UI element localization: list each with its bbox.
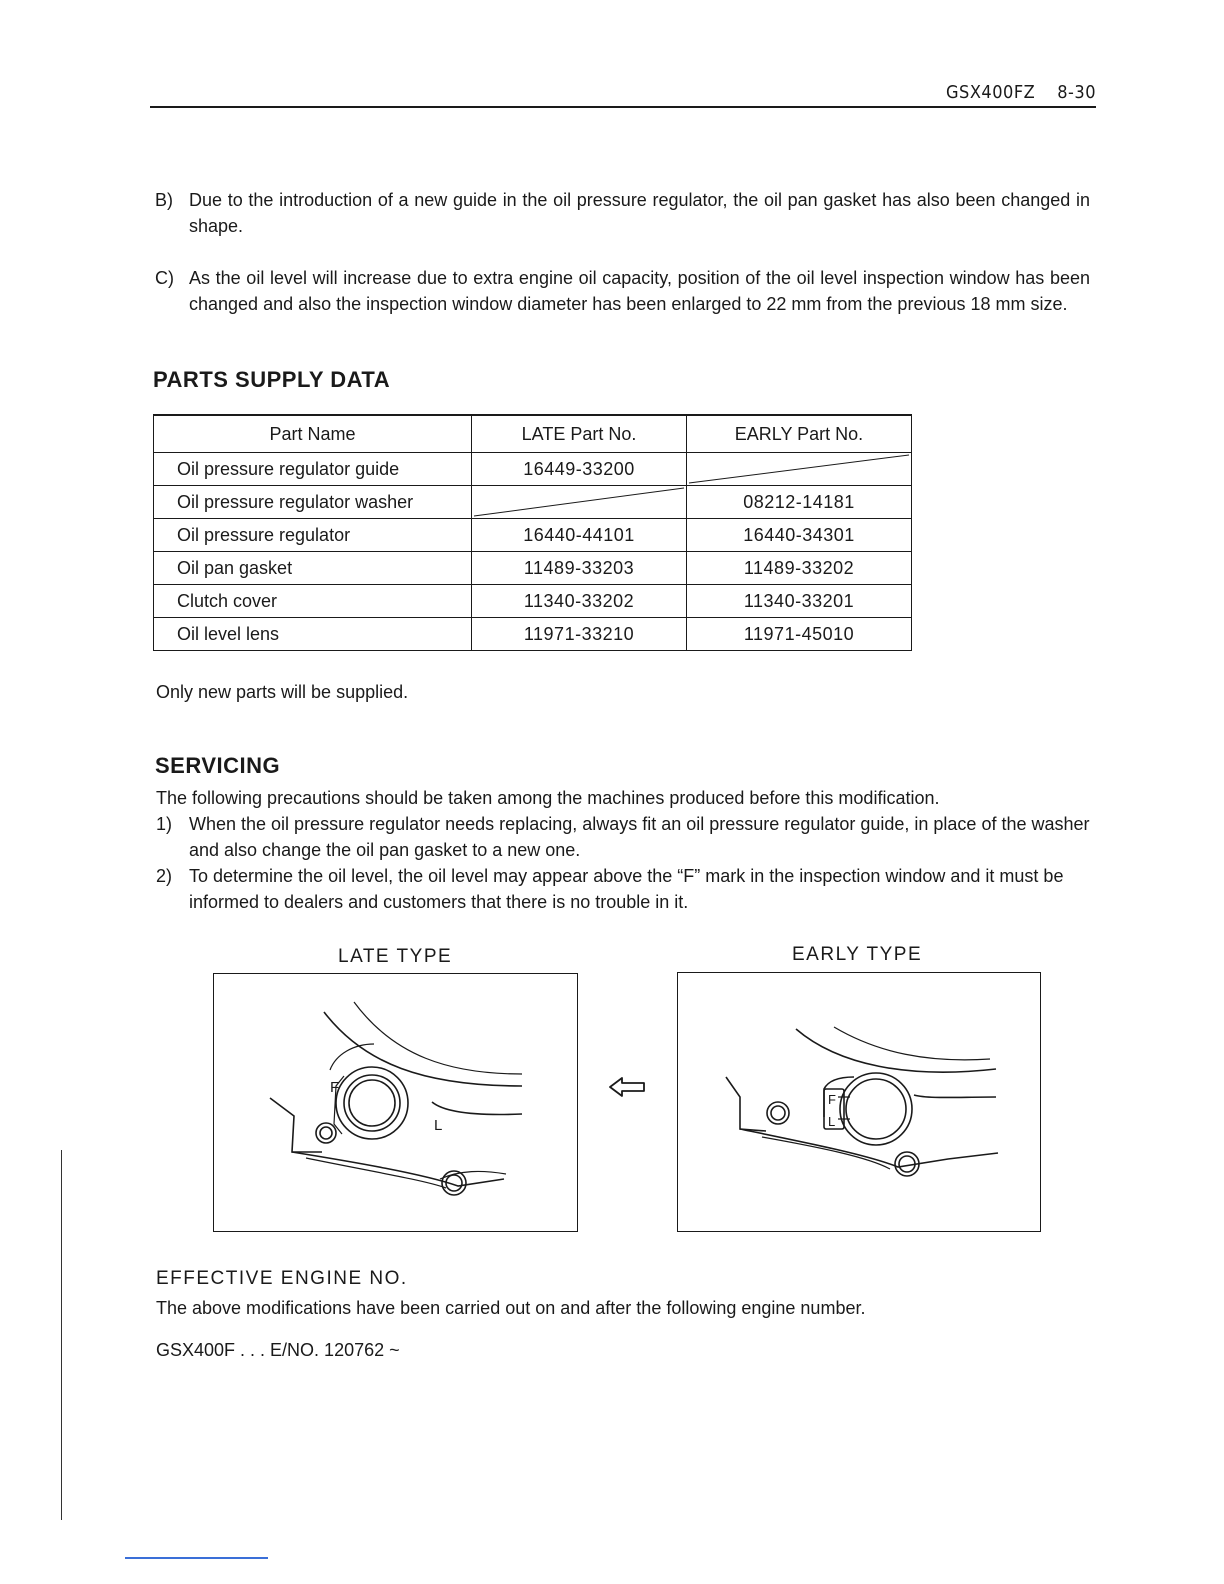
table-row [154,453,912,486]
engine-number: GSX400F . . . E/NO. 120762 ~ [156,1340,400,1360]
table-row [154,618,912,651]
parts-table [153,414,912,651]
late-type-figure [213,973,578,1232]
part-name: Oil pan gasket [154,552,472,585]
late-part-no: 11489-33203 [472,552,687,585]
early-type-figure [677,972,1041,1232]
header-rule [150,106,1096,108]
model-code: GSX400FZ [946,82,1036,103]
late-l-mark: L [434,1117,443,1134]
parts-supply-heading: PARTS SUPPLY DATA [153,367,391,392]
part-name: Oil pressure regulator guide [154,453,472,486]
table-row [154,552,912,585]
servicing-item-1 [156,811,1092,863]
part-name: Clutch cover [154,585,472,618]
part-name: Oil pressure regulator [154,519,472,552]
late-part-no: 16449-33200 [472,453,687,486]
early-type-label: EARLY TYPE [792,944,923,965]
late-part-no: 11971-33210 [472,618,687,651]
early-part-no: 08212-14181 [687,486,912,519]
part-name: Oil pressure regulator washer [154,486,472,519]
item-text: To determine the oil level, the oil level may appear above the “F” mark in the inspection window and it must be informed to dealers and customers that there is no trouble in it. [189,866,1064,912]
early-part-no: 11489-33202 [687,552,912,585]
paragraph-b [155,187,1090,239]
servicing-intro: The following precautions should be taken among the machines produced before this modification. [156,788,940,808]
column-header: EARLY Part No. [687,415,912,453]
late-type-label: LATE TYPE [338,946,453,967]
binding-edge-line [61,1150,62,1520]
table-row [154,486,912,519]
servicing-heading: SERVICING [155,753,281,778]
table-header-row [154,415,912,453]
paragraph-c [155,265,1090,317]
diagonal-slash [472,486,686,518]
late-part-no: 16440-44101 [472,519,687,552]
late-type-illustration [214,974,577,1231]
paragraph-text: As the oil level will increase due to extra engine oil capacity, position of the oil level inspection window has been changed and also the inspection window diameter has been enlarged to 22 mm from the previous 18 mm size. [189,268,1090,314]
early-l-mark: L [828,1114,836,1129]
column-header: Part Name [154,415,472,453]
item-number: 2) [156,866,173,886]
supply-note: Only new parts will be supplied. [156,682,409,702]
early-part-no: 16440-34301 [687,519,912,552]
late-f-mark: F [330,1079,340,1096]
servicing-item-2 [156,863,1092,915]
table-row [154,585,912,618]
paragraph-label: C) [155,268,174,288]
item-text: When the oil pressure regulator needs replacing, always fit an oil pressure regulator guide, in place of the washer and also change the oil pan gasket to a new one. [189,814,1090,860]
effective-text: The above modifications have been carried out on and after the following engine number. [156,1298,866,1318]
arrow-left-icon [608,1076,648,1098]
diagonal-slash [687,453,911,485]
paragraph-text: Due to the introduction of a new guide in the oil pressure regulator, the oil pan gasket has also been changed in shape. [189,190,1090,236]
early-f-mark: F [828,1092,836,1107]
early-part-no: 11340-33201 [687,585,912,618]
item-number: 1) [156,814,173,834]
effective-heading: EFFECTIVE ENGINE NO. [156,1268,408,1289]
part-name: Oil level lens [154,618,472,651]
page-header [946,82,1096,103]
bottom-mark [125,1557,268,1559]
column-header: LATE Part No. [472,415,687,453]
early-part-no: 11971-45010 [687,618,912,651]
table-row [154,519,912,552]
early-type-illustration [678,973,1040,1231]
not-applicable-cell [687,453,912,486]
not-applicable-cell [472,486,687,519]
paragraph-label: B) [155,190,173,210]
page-number: 8-30 [1057,82,1096,103]
late-part-no: 11340-33202 [472,585,687,618]
